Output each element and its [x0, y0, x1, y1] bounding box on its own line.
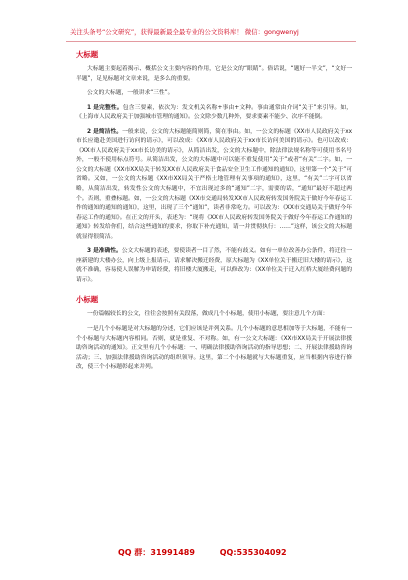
header-banner: 关注头条号“公文研究”，获得最新最全最专业的公文资料库！ 微信：gongwenyj [70, 28, 299, 36]
document-body [76, 50, 352, 378]
paragraph [76, 104, 352, 123]
footer-contact [118, 547, 318, 558]
footer-qq-number: QQ:535304092 [219, 548, 287, 557]
paragraph-text: 一般来说，公文的大标题能简则简，简在事由。如，一公文的标题《XX市人民政府关于xx市长应邀赴美国进行访问的请示》，可以改成：《XX市人民政府关于xx市长访问美国的请示》。也可以改成：《XX市人民政府关于xx市长访美的请示》，从简洁出发，公文的大标题中，除法律法规名称等可使用书名号外，一般不使用标点符号。从简洁出发，公文的大标题中可以能不重复使用“关于”或者“有关”二字。如，一公文的大标题《XX市XX局关于转发XX市人民政府关于食品安全卫生工作通知的通知》，这里第一个“关于”可省略。又如，一公文的大标题《XX市XX局关于严格土地管理有关事项的通知》，这里，“有关”二字可以省略，从简洁出发，转发性公文的大标题中，不宜出现过多的“通知”二字，需要的话，“通知”最好不超过两个。否则，重叠标题。如，一公文的大标题《XX市交通局转发XX市人民政府转发国务院关于做好今年春运工作的通知的通知的通知》，这里，出现了三个“通知”，读者非常吃力。可以改为：《XX市交通局关于做好今年春运工作的通知》。在正文的开头，表述为：“现将《XX市人民政府转发国务院关于做好今年春运工作通知的通知》转发给你们，结合这些通知的要求，你取下补充通知，请一并贯彻执行：……”这样，该公文的大标题就显得很简洁。 [76, 128, 352, 240]
paragraph [76, 310, 352, 320]
paragraph [76, 128, 352, 243]
paragraph-lead: 1 是完整性。 [87, 104, 123, 111]
section-heading-subtitle: 小标题 [76, 295, 99, 305]
paragraph-text: 一份篇幅较长的公文，往往会按照有关段落，做成几个小标题，使用小标题，要注意几个方面： [87, 311, 329, 318]
paragraph-lead: 3 是准确性。 [87, 248, 122, 255]
paragraph [76, 325, 352, 373]
header-divider [66, 41, 356, 42]
paragraph-text: 公文大标题的表述，要使读者一目了然，不能有歧义。如有一单位改善办公条件，将迁往一座新建的大楼办公，向上级上报请示，请求解决搬迁经费，原大标题为《XX单位关于搬迁旧大楼的请示》，这就不准确，容易使人误解为申请经费，将旧楼大厦搬走，可以修改为：《XX单位关于迁入红桥大厦经费问题的请示》。 [76, 248, 352, 283]
paragraph-lead: 2 是简洁性。 [87, 128, 123, 135]
paragraph-text: 一是几个小标题是对大标题的分述，它们应该是并列关系。几个小标题的意思相加等于大标题，不能有一个小标题与大标题内容相同。否则，就是重复、不对称。如，有一公文大标题：《XX市XX局关于开展法律援助咨询活动的通知》。正文里有几个小标题：一、明确法律援助咨询活动的指导思想；二、开展法律援助咨询活动；三、加强法律援助咨询活动的组织领导。这里，第二个小标题就与大标题重复，应当根据内容进行修改，使三个小标题彰起来并列。 [76, 326, 352, 371]
paragraph-text: 包含三要素，依次为：发文机关名称+事由+文种。事由通常由介词“关于”来引导。如，《上海市人民政府关于加强城市管理的通知》。公文除少数几种外，要求要素不能少、次序不能倒。 [76, 104, 352, 121]
paragraph [76, 89, 352, 99]
paragraph [76, 247, 352, 285]
paragraph-text: 公文的大标题，一般讲求“三性”。 [87, 90, 174, 97]
paragraph [76, 65, 352, 84]
section-heading-main-title: 大标题 [76, 50, 99, 59]
paragraph-text: 大标题主要起着揭示、概括公文主要内容的作用，它是公文的“眼睛”。俗话说，“题好一半文”，“文好一半题”，足见标题对文章来说，是多么的重要。 [76, 66, 352, 82]
footer-qq-group: QQ 群：31991489 [118, 548, 195, 557]
